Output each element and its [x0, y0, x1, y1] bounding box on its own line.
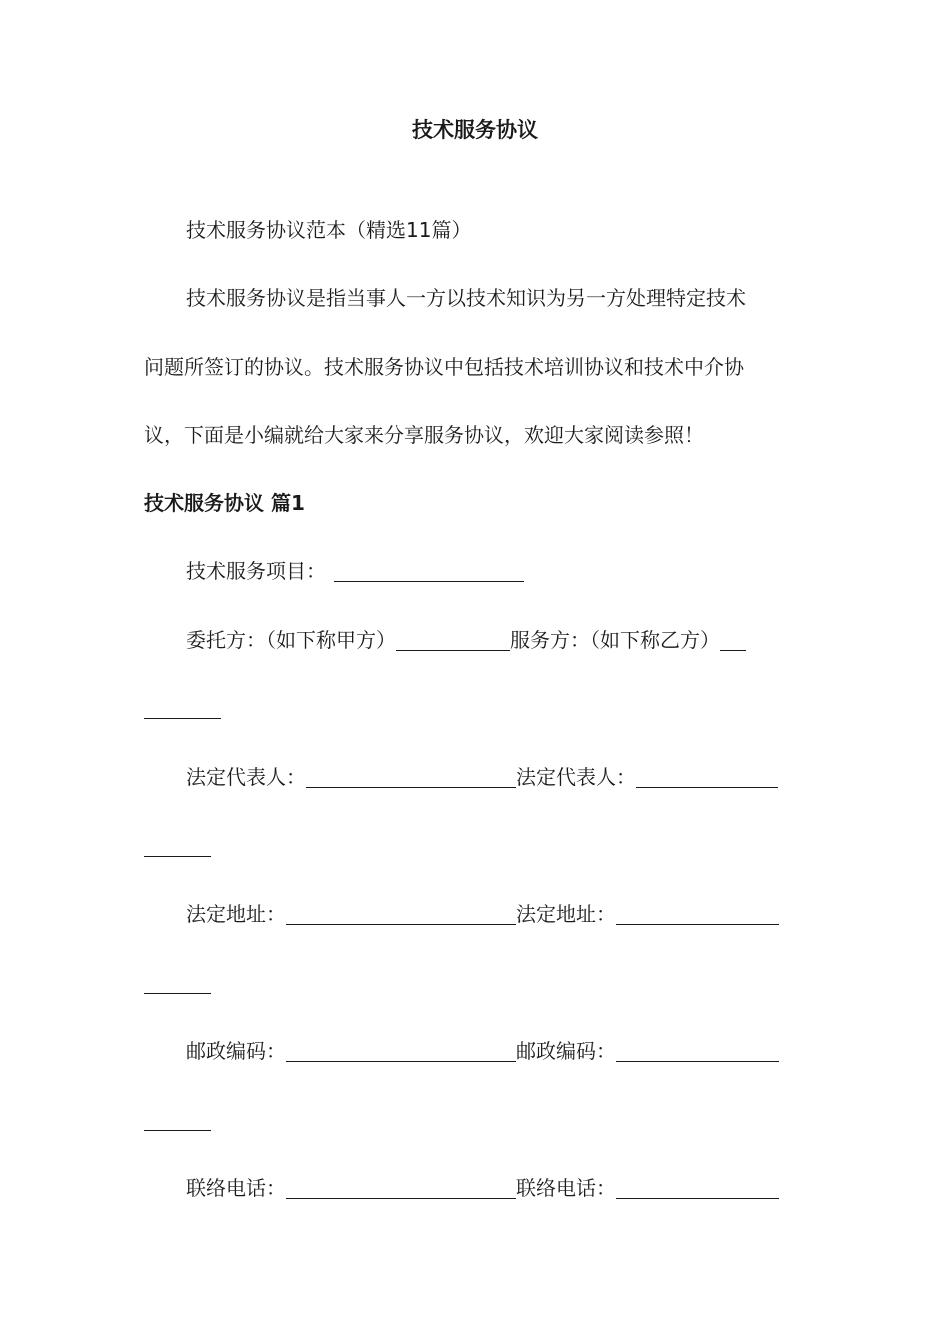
document-title: 技术服务协议	[412, 118, 538, 142]
address-label-a: 法定地址：	[186, 902, 286, 926]
representative-blank-a[interactable]	[306, 767, 516, 788]
parties-row	[186, 626, 746, 654]
postcode-label-b: 邮政编码：	[516, 1039, 616, 1063]
postcode-label-a: 邮政编码：	[186, 1039, 286, 1063]
client-label: 委托方：（如下称甲方）	[186, 628, 396, 652]
phone-label-a: 联络电话：	[186, 1176, 286, 1200]
address-blank-a[interactable]	[286, 904, 516, 925]
intro-line-3: 议，下面是小编就给大家来分享服务协议，欢迎大家阅读参照！	[144, 423, 704, 447]
section-heading: 技术服务协议 篇1	[144, 491, 305, 515]
project-blank[interactable]	[334, 561, 524, 582]
address-blank-b[interactable]	[616, 904, 779, 925]
postcode-blank-b[interactable]	[616, 1041, 779, 1062]
provider-blank-continued[interactable]	[144, 717, 221, 719]
address-blank-continued[interactable]	[144, 992, 211, 994]
address-label-b: 法定地址：	[516, 902, 616, 926]
representative-blank-b[interactable]	[636, 767, 778, 788]
provider-label: 服务方：（如下称乙方）	[510, 628, 720, 652]
intro-line-2: 问题所签订的协议。技术服务协议中包括技术培训协议和技术中介协	[144, 355, 744, 379]
address-row	[186, 900, 779, 928]
representative-blank-continued[interactable]	[144, 855, 211, 857]
client-blank[interactable]	[396, 630, 510, 651]
postcode-blank-a[interactable]	[286, 1041, 516, 1062]
document-subtitle: 技术服务协议范本（精选11篇）	[186, 218, 472, 242]
phone-blank-b[interactable]	[616, 1178, 779, 1199]
phone-row	[186, 1174, 779, 1202]
project-label: 技术服务项目：	[186, 559, 326, 583]
representative-label-b: 法定代表人：	[516, 765, 636, 789]
phone-label-b: 联络电话：	[516, 1176, 616, 1200]
project-field-row	[186, 557, 524, 585]
phone-blank-a[interactable]	[286, 1178, 516, 1199]
representative-label-a: 法定代表人：	[186, 765, 306, 789]
representative-row	[186, 763, 778, 791]
postcode-blank-continued[interactable]	[144, 1129, 211, 1131]
provider-blank[interactable]	[720, 630, 746, 651]
postcode-row	[186, 1037, 779, 1065]
intro-line-1: 技术服务协议是指当事人一方以技术知识为另一方处理特定技术	[186, 286, 746, 310]
